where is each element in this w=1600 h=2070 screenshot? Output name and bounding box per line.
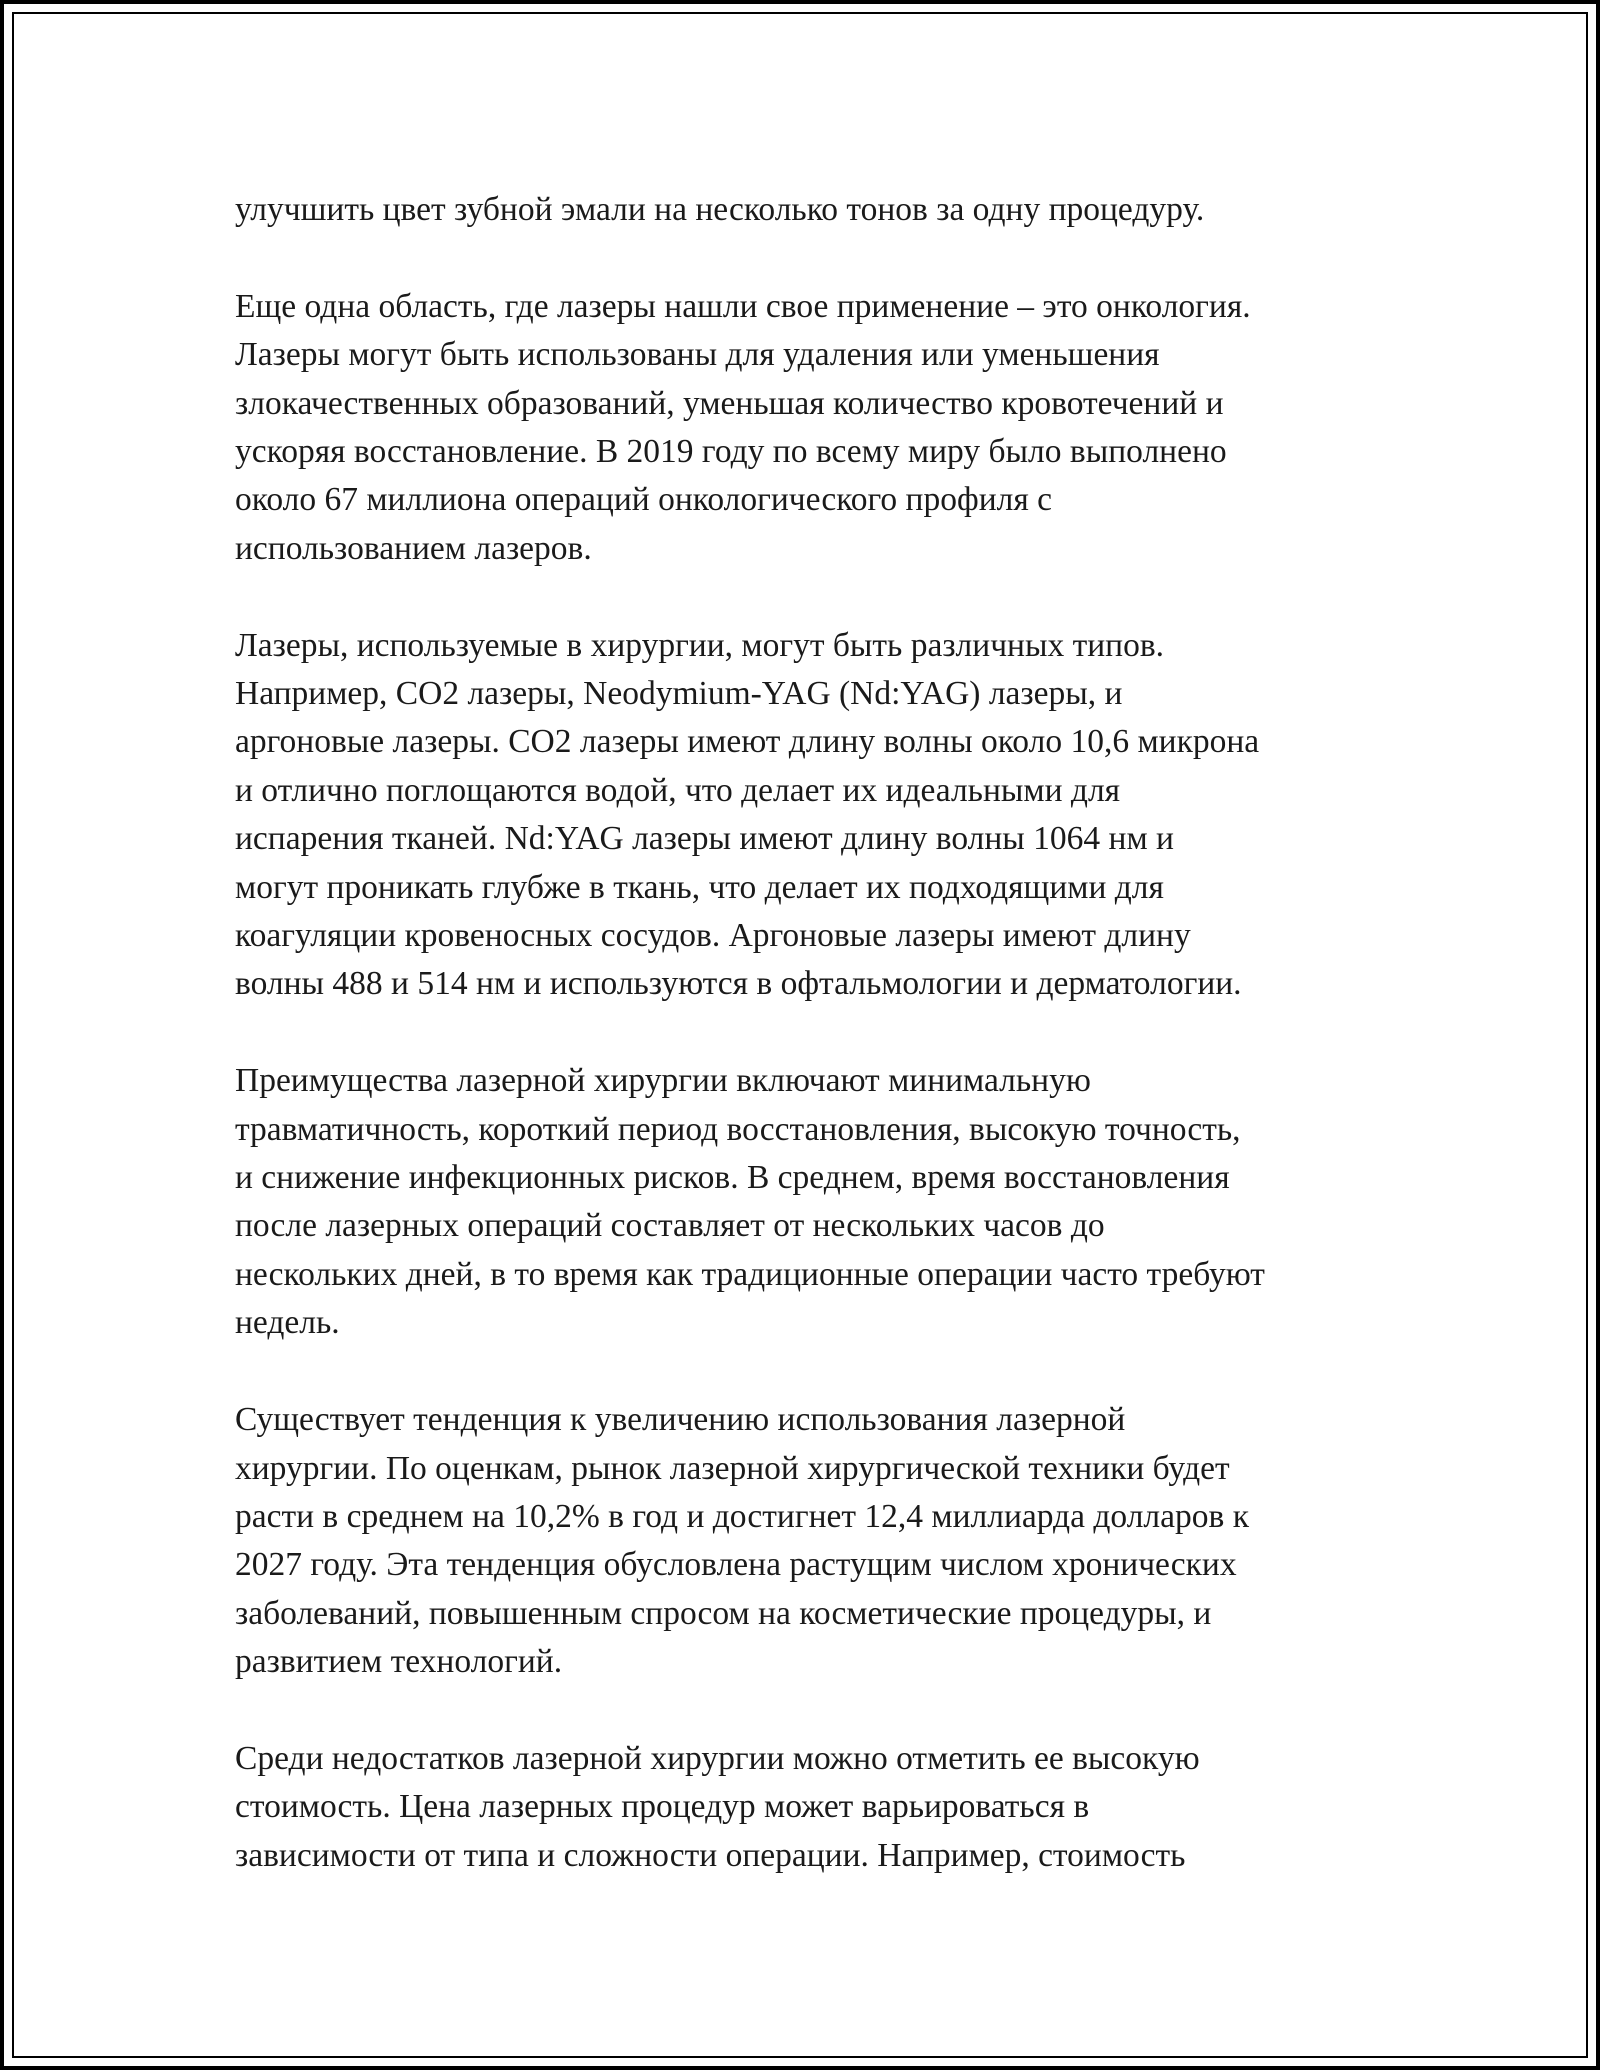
text-line: травматичность, короткий период восстановления, высокую точность,: [235, 1110, 1241, 1148]
text-line: улучшить цвет зубной эмали на несколько тонов за одну процедуру.: [235, 191, 1205, 228]
text-line: Преимущества лазерной хирургии включают минимальную: [235, 1062, 1091, 1100]
paragraph-laser-types: [235, 622, 1405, 1009]
text-line: волны 488 и 514 нм и используются в офтальмологии и дерматологии.: [235, 965, 1242, 1003]
paragraph-advantages: [235, 1057, 1405, 1347]
text-line: коагуляции кровеносных сосудов. Аргоновые лазеры имеют длину: [235, 917, 1191, 955]
text-line: расти в среднем на 10,2% в год и достигнет 12,4 миллиарда долларов к: [235, 1497, 1249, 1535]
paragraph-market-trend: [235, 1396, 1405, 1686]
paragraph-disadvantages: [235, 1735, 1405, 1880]
text-line: Еще одна область, где лазеры нашли свое применение – это онкология.: [235, 287, 1251, 325]
paragraph-oncology: [235, 283, 1405, 573]
text-line: и снижение инфекционных рисков. В среднем, время восстановления: [235, 1159, 1230, 1197]
text-line: Среди недостатков лазерной хирургии можно отметить ее высокую: [235, 1739, 1200, 1777]
text-line: Существует тенденция к увеличению использования лазерной: [235, 1401, 1126, 1439]
text-line: заболеваний, повышенным спросом на косметические процедуры, и: [235, 1594, 1212, 1632]
text-line: Лазеры могут быть использованы для удаления или уменьшения: [235, 336, 1160, 374]
text-line: нескольких дней, в то время как традиционные операции часто требуют: [235, 1255, 1265, 1293]
text-line: хирургии. По оценкам, рынок лазерной хирургической техники будет: [235, 1449, 1230, 1487]
text-line: недель.: [235, 1304, 340, 1342]
text-line: ускоряя восстановление. В 2019 году по всему миру было выполнено: [235, 433, 1227, 471]
text-line: Лазеры, используемые в хирургии, могут быть различных типов.: [235, 626, 1165, 664]
text-line: использованием лазеров.: [235, 529, 592, 567]
text-line: зависимости от типа и сложности операции. Например, стоимость: [235, 1836, 1186, 1874]
text-line: после лазерных операций составляет от нескольких часов до: [235, 1207, 1105, 1245]
text-line: аргоновые лазеры. CO2 лазеры имеют длину волны около 10,6 микрона: [235, 723, 1260, 761]
text-line: развитием технологий.: [235, 1643, 563, 1681]
text-line: около 67 миллиона операций онкологического профиля с: [235, 481, 1052, 519]
text-line: Например, CO2 лазеры, Neodymium-YAG (Nd:YAG) лазеры, и: [235, 675, 1123, 713]
text-line: стоимость. Цена лазерных процедур может варьироваться в: [235, 1788, 1090, 1826]
text-line: испарения тканей. Nd:YAG лазеры имеют длину волны 1064 нм и: [235, 820, 1174, 858]
paragraph-teeth-whitening: [235, 186, 1405, 234]
text-line: 2027 году. Эта тенденция обусловлена растущим числом хронических: [235, 1546, 1237, 1584]
text-line: могут проникать глубже в ткань, что делает их подходящими для: [235, 868, 1164, 906]
text-line: и отлично поглощаются водой, что делает их идеальными для: [235, 771, 1121, 809]
document-body: [235, 186, 1405, 1929]
text-line: злокачественных образований, уменьшая количество кровотечений и: [235, 384, 1224, 422]
